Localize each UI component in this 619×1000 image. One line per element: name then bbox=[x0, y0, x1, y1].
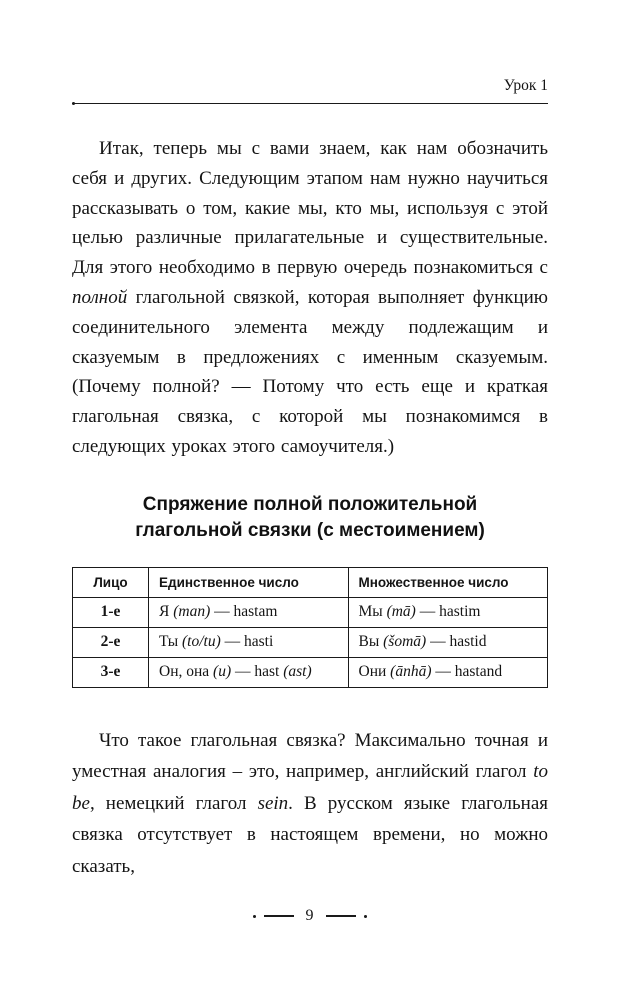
col-header-plural: Множественное число bbox=[348, 567, 548, 597]
conjugation-table bbox=[72, 567, 548, 688]
table-row bbox=[73, 597, 548, 627]
table-header-row bbox=[73, 567, 548, 597]
footer-rule-right bbox=[326, 915, 356, 917]
plural-cell: Они (ānhā) — hastand bbox=[348, 657, 548, 687]
lesson-label: Урок 1 bbox=[503, 77, 548, 94]
col-header-singular: Единственное число bbox=[149, 567, 349, 597]
person-cell: 3-е bbox=[73, 657, 149, 687]
footer-dot-right-icon bbox=[364, 915, 367, 918]
running-head bbox=[72, 76, 548, 96]
footer-rule-left bbox=[264, 915, 294, 917]
paragraph-intro: Итак, теперь мы с вами знаем, как нам обозначить себя и других. Следующим этапом нам нужно научиться рассказывать о том, какие мы, кто мы, используя с этой целью различные прилагательные и существительные. Для этого необходимо в первую очередь познакомиться с полной глагольной связкой, которая выполняет функцию соединительного элемента между подлежащим и сказуемым в предложениях с именным сказуемым. (Почему полной? — Потому что есть еще и краткая глагольная связка, с которой мы познакомимся в следующих уроках этого самоучителя.) bbox=[72, 138, 548, 457]
person-cell: 2-е bbox=[73, 627, 149, 657]
page-number: 9 bbox=[305, 907, 314, 924]
plural-cell: Вы (šomā) — hastid bbox=[348, 627, 548, 657]
col-header-person: Лицо bbox=[73, 567, 149, 597]
footer-dot-left-icon bbox=[253, 915, 256, 918]
table-row bbox=[73, 657, 548, 687]
table-row bbox=[73, 627, 548, 657]
singular-cell: Я (man) — hastam bbox=[149, 597, 349, 627]
singular-cell: Он, она (u) — hast (ast) bbox=[149, 657, 349, 687]
singular-cell: Ты (to/tu) — hasti bbox=[149, 627, 349, 657]
section-heading: Спряжение полной положительной глагольной связки (с местоимением) bbox=[135, 493, 485, 541]
person-cell: 1-е bbox=[73, 597, 149, 627]
header-rule bbox=[72, 103, 548, 104]
plural-cell: Мы (mā) — hastim bbox=[348, 597, 548, 627]
page-footer bbox=[0, 908, 619, 924]
paragraph-explainer: Что такое глагольная связка? Максимально точная и уместная аналогия – это, например, английский глагол to be, немецкий глагол sein. В русском языке глагольная связка отсутствует в настоящем времени, но можно сказать, bbox=[72, 729, 549, 877]
